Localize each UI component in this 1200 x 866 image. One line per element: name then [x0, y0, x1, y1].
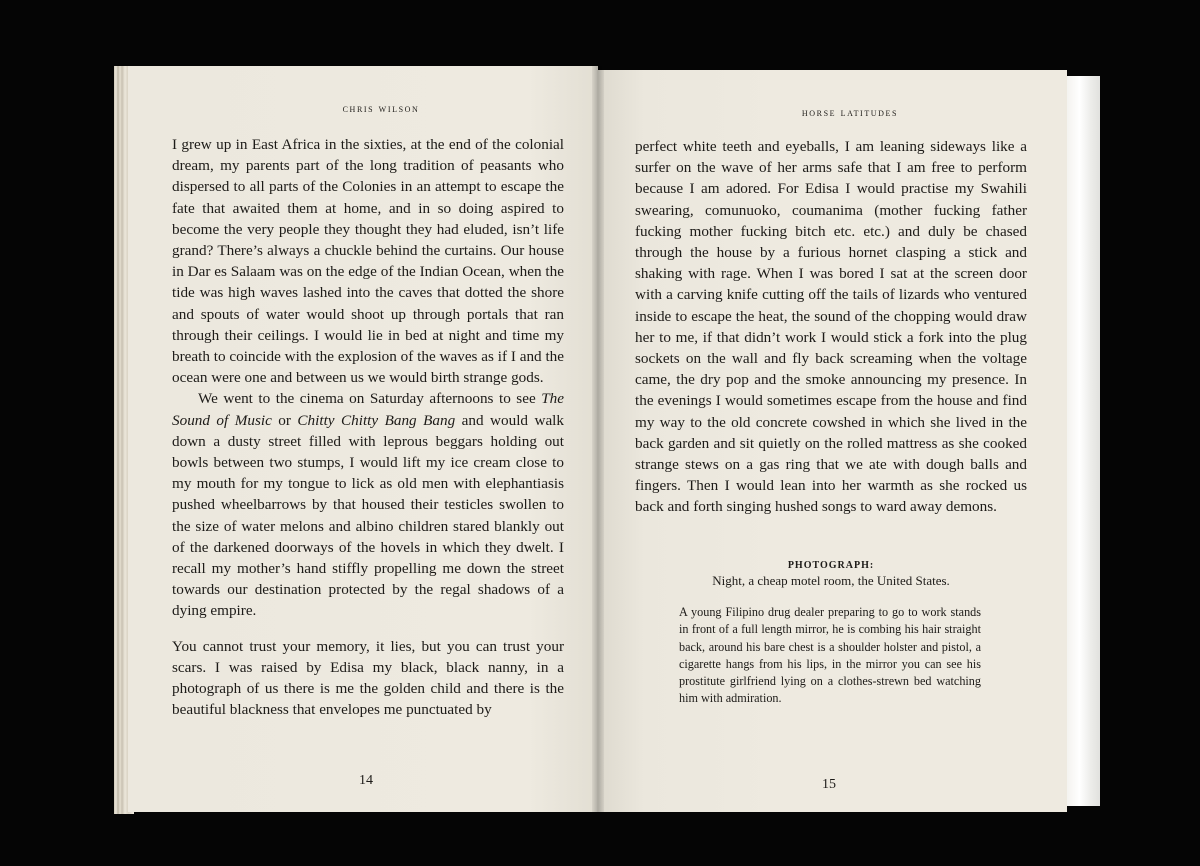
paragraph: perfect white teeth and eyeballs, I am leaning sideways like a surfer on the wave of her arms safe that I am free to perform because I am adored. For Edisa I would practise my Swahili swearing, comunuoko, coumanima (mother fucking father fucking mother fucking bitch etc. etc.) and duly be chased through the house by a furious hornet clasping a stick and shaking with rage. When I was bored I sat at the screen door with a carving knife cutting off the tails of lizards who ventured inside to escape the heat, the sound of the chopping would draw her to me, if that didn’t work I would stick a fork into the plug sockets on the wall and fly back screaming when the voltage came, the dry pop and the smoke announcing my presence. In the evenings I would sometimes escape from the house and find my way to the old concrete cowshed in which she lived in the back garden and sit quietly on the rolled mattress as she cooked strange stews on a gas ring that we ate with dough balls and fingers. Then I would lean into her warmth as she rocked us back and forth singing hushed songs to ward away demons.	[635, 138, 1027, 516]
right-page-edges	[1066, 76, 1100, 806]
text-run: and would walk down a dusty street filled with leprous beggars holding out bowls between two stumps, I would lift my ice cream close to my mouth for my tongue to lick as old men with elephantiasis pushed wheelbarrows by that housed their testicles swollen to the size of water melons and albino children stared blankly out of the darkened doorways of the hovels in which they dwelt. I recall my mother’s hand stiffly propelling me down the street towards our destination protected by the regal shadows of a dying empire.	[172, 411, 564, 620]
paragraph: I grew up in East Africa in the sixties, at the end of the colonial dream, my parents part of the long tradition of peasants who dispersed to all parts of the Colonies in an attempt to escape the fate that awaited them at home, and in so doing aspired to become the very people they thought they had eluded, isn’t life grand? There’s always a chuckle behind the curtains. Our house in Dar es Salaam was on the edge of the Indian Ocean, when the tide was high waves lashed into the caves that dotted the shore and spouts of water would shoot up through portals that ran through their ceilings. I would lie in bed at night and time my breath to coincide with the explosion of the waves as if I and the ocean were one and between us we would birth strange gods.	[172, 136, 564, 387]
page-number: 14	[359, 773, 373, 788]
running-head-author: chris wilson	[342, 103, 420, 115]
book-gutter	[592, 66, 604, 812]
photograph-label: PHOTOGRAPH:	[787, 560, 875, 571]
running-head-title: horse latitudes	[801, 107, 899, 119]
photograph-description: A young Filipino drug dealer preparing to go to work stands in front of a full length mirror, he is combing his hair straight back, around his bare chest is a shoulder holster and pistol, a cigarette hangs from his lips, in the mirror you can see his prostitute girlfriend lying on a clothes-strewn bed watching him with admiration.	[679, 605, 981, 706]
page-number: 15	[822, 777, 836, 792]
right-page	[597, 70, 1067, 812]
right-page-body	[635, 136, 1027, 518]
film-title: The Sound of Music	[172, 390, 564, 429]
left-page-body	[172, 134, 564, 720]
paragraph	[172, 388, 564, 621]
paragraph: You cannot trust your memory, it lies, but you can trust your scars. I was raised by Edisa my black, black nanny, in a photograph of us there is me the golden child and there is the beautiful blackness that envelopes me punctuated by	[172, 637, 564, 719]
text-run: We went to the cinema on Saturday afternoons to see	[198, 390, 542, 408]
film-title: Chitty Chitty Bang Bang	[297, 411, 456, 429]
text-run: or	[271, 411, 298, 429]
photograph-title: Night, a cheap motel room, the United States.	[712, 573, 950, 588]
left-page	[128, 66, 598, 812]
photograph-caption	[635, 560, 1027, 589]
